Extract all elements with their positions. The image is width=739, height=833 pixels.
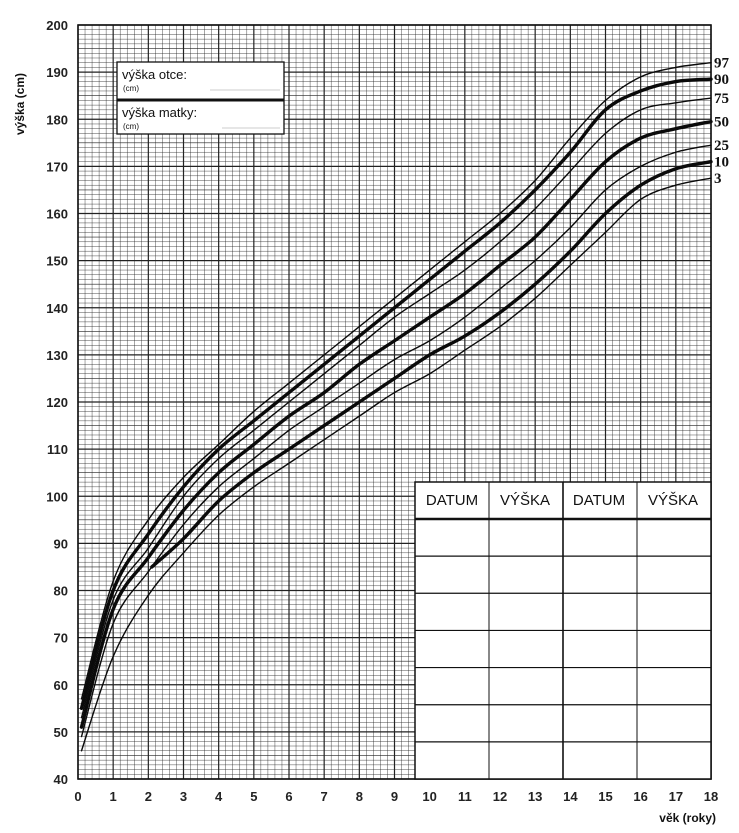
- percentile-label-97: 97: [714, 55, 729, 72]
- y-tick-label: 130: [46, 347, 68, 363]
- y-tick-label: 90: [53, 536, 68, 552]
- y-tick-label: 180: [46, 112, 68, 128]
- x-tick-label: 10: [422, 789, 437, 804]
- x-tick-label: 16: [633, 789, 648, 804]
- record-table-header-height-2: VÝŠKA: [647, 492, 699, 509]
- y-axis-ticks: [46, 18, 68, 787]
- record-table-header-date-1: DATUM: [425, 492, 479, 509]
- x-tick-label: 1: [109, 789, 117, 804]
- x-axis-ticks: [74, 789, 718, 804]
- y-tick-label: 200: [46, 18, 68, 33]
- x-tick-label: 18: [703, 789, 719, 804]
- x-tick-label: 13: [527, 789, 543, 804]
- father-height-label: výška otce:: [122, 67, 188, 82]
- y-tick-label: 60: [53, 677, 68, 693]
- record-table-header-height-1: VÝŠKA: [499, 492, 551, 509]
- y-tick-label: 150: [46, 253, 68, 269]
- record-table: [415, 482, 711, 779]
- record-table-header-date-2: DATUM: [572, 492, 626, 509]
- percentile-label-3: 3: [714, 171, 722, 188]
- percentile-label-25: 25: [714, 138, 729, 155]
- x-tick-label: 11: [457, 789, 472, 804]
- x-tick-label: 9: [390, 789, 399, 804]
- y-tick-label: 50: [53, 724, 68, 740]
- y-tick-label: 100: [46, 489, 68, 505]
- y-tick-label: 140: [46, 300, 68, 316]
- x-tick-label: 5: [250, 789, 258, 804]
- y-tick-label: 110: [47, 442, 68, 458]
- mother-height-unit: (cm): [123, 122, 139, 131]
- father-height-unit: (cm): [123, 84, 139, 93]
- percentile-label-50: 50: [714, 114, 729, 131]
- y-tick-label: 40: [53, 772, 68, 787]
- y-tick-label: 170: [46, 159, 68, 175]
- x-tick-label: 14: [563, 789, 578, 804]
- x-tick-label: 4: [215, 789, 223, 804]
- x-tick-label: 6: [285, 789, 293, 804]
- x-tick-label: 2: [144, 789, 152, 804]
- x-axis-label: věk (roky): [659, 811, 716, 825]
- parent-height-box: [117, 62, 284, 134]
- y-axis-label: výška (cm): [13, 72, 27, 136]
- percentile-label-10: 10: [714, 154, 729, 171]
- x-tick-label: 12: [492, 789, 508, 804]
- x-tick-label: 3: [179, 789, 188, 804]
- percentile-label-75: 75: [714, 91, 729, 108]
- mother-height-label: výška matky:: [122, 105, 198, 120]
- y-tick-label: 120: [46, 395, 68, 410]
- x-tick-label: 15: [598, 789, 613, 804]
- x-tick-label: 7: [320, 789, 328, 804]
- y-tick-label: 160: [46, 206, 68, 222]
- percentile-labels: [714, 56, 730, 187]
- percentile-label-90: 90: [714, 72, 729, 89]
- x-tick-label: 8: [355, 789, 363, 804]
- y-tick-label: 70: [53, 630, 68, 646]
- x-tick-label: 17: [668, 789, 684, 804]
- x-tick-label: 0: [74, 789, 82, 804]
- y-tick-label: 190: [46, 65, 68, 81]
- y-tick-label: 80: [53, 583, 68, 599]
